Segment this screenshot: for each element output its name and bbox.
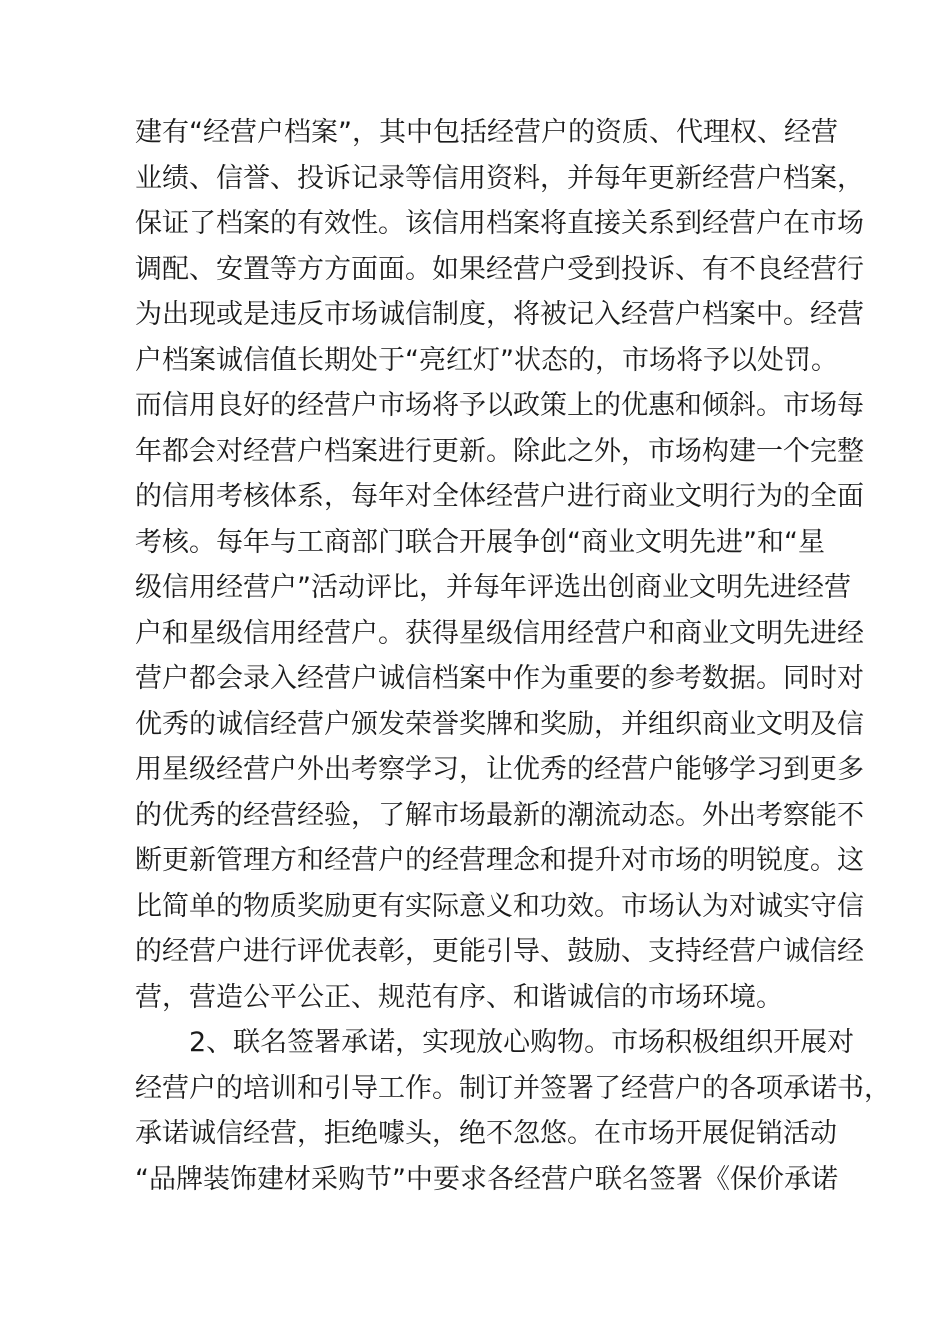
body-text bbox=[135, 110, 891, 1202]
text-line: 用星级经营户外出考察学习，让优秀的经营户能够学习到更多 bbox=[135, 754, 864, 785]
text-line: 营，营造公平公正、规范有序、和谐诚信的市场环境。 bbox=[135, 981, 783, 1013]
text-line: 户档案诚信值长期处于“亮红灯”状态的，市场将予以处罚。 bbox=[135, 344, 838, 376]
text-line: 断更新管理方和经营户的经营理念和提升对市场的明锐度。这 bbox=[135, 845, 864, 876]
text-line: 的经营户进行评优表彰，更能引导、鼓励、支持经营户诚信经 bbox=[135, 936, 864, 967]
text-line: 级信用经营户”活动评比，并每年评选出创商业文明先进经营 bbox=[135, 572, 851, 603]
text-line: 经营户的培训和引导工作。制订并签署了经营户的各项承诺书， bbox=[135, 1072, 891, 1104]
text-line: 的优秀的经营经验，了解市场最新的潮流动态。外出考察能不 bbox=[135, 799, 864, 831]
text-line: 营户都会录入经营户诚信档案中作为重要的参考数据。同时对 bbox=[135, 663, 864, 694]
paragraph-start-line: 2、联名签署承诺，实现放心购物。市场积极组织开展对 bbox=[135, 1027, 855, 1058]
text-line: 比简单的物质奖励更有实际意义和功效。市场认为对诚实守信 bbox=[135, 890, 864, 922]
text-line: 的信用考核体系，每年对全体经营户进行商业文明行为的全面 bbox=[135, 481, 864, 512]
text-line: 建有“经营户档案”，其中包括经营户的资质、代理权、经营 bbox=[135, 117, 838, 148]
text-line: 户和星级信用经营户。获得星级信用经营户和商业文明先进经 bbox=[135, 617, 864, 649]
text-line: 业绩、信誉、投诉记录等信用资料，并每年更新经营户档案， bbox=[135, 162, 864, 194]
text-line: 承诺诚信经营，拒绝噱头，绝不忽悠。在市场开展促销活动 bbox=[135, 1118, 837, 1149]
text-line: 调配、安置等方方面面。如果经营户受到投诉、有不良经营行 bbox=[135, 253, 864, 285]
text-line: 保证了档案的有效性。该信用档案将直接关系到经营户在市场 bbox=[135, 208, 864, 239]
text-line: “品牌装饰建材采购节”中要求各经营户联名签署《保价承诺 bbox=[135, 1163, 838, 1195]
text-line: 为出现或是违反市场诚信制度，将被记入经营户档案中。经营 bbox=[135, 299, 864, 330]
text-line: 优秀的诚信经营户颁发荣誉奖牌和奖励，并组织商业文明及信 bbox=[135, 708, 864, 740]
text-line: 考核。每年与工商部门联合开展争创“商业文明先进”和“星 bbox=[135, 526, 825, 558]
text-line: 而信用良好的经营户市场将予以政策上的优惠和倾斜。市场每 bbox=[135, 390, 864, 421]
text-line: 年都会对经营户档案进行更新。除此之外，市场构建一个完整 bbox=[135, 435, 864, 467]
